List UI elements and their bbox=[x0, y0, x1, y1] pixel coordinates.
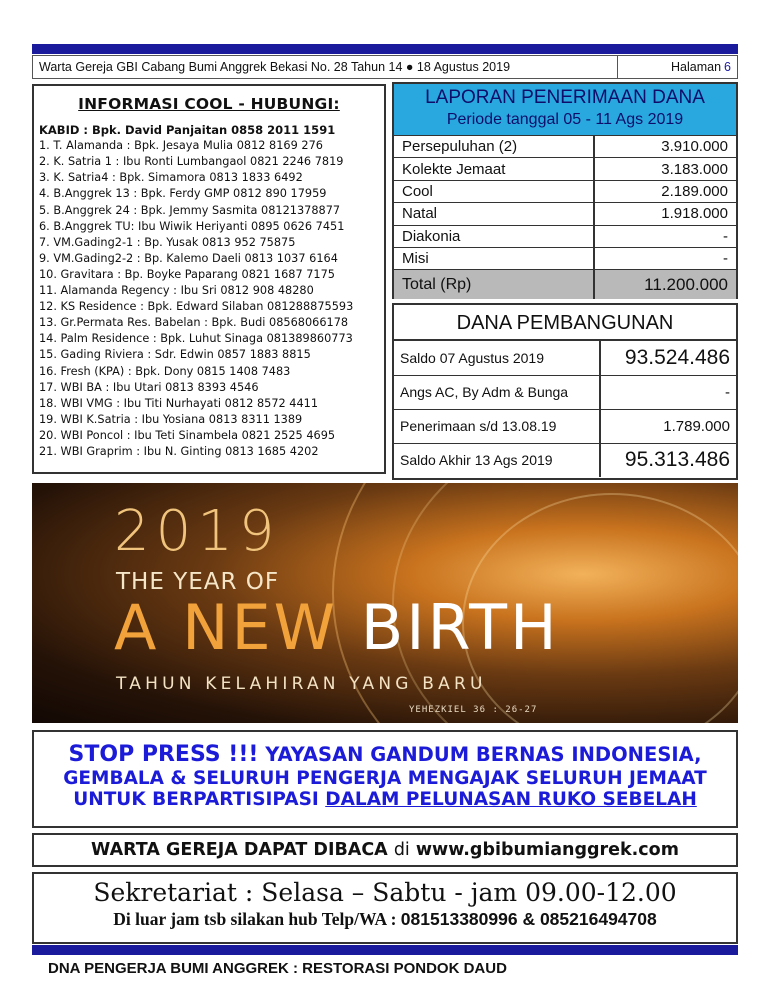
laporan-row bbox=[394, 203, 736, 225]
cool-kabid: KABID : Bpk. David Panjaitan 0858 2011 1591 bbox=[39, 123, 336, 138]
sekretariat-phone-numbers: 081513380996 & 085216494708 bbox=[400, 909, 657, 929]
dana-row bbox=[394, 375, 736, 409]
cool-list-item: 3. K. Satria4 : Bpk. Simamora 0813 1833 6492 bbox=[39, 171, 303, 185]
cool-list-item: 20. WBI Poncol : Ibu Teti Sinambela 0821 2525 4695 bbox=[39, 428, 336, 442]
stop-press-line3 bbox=[34, 789, 736, 810]
dana-rows bbox=[394, 341, 736, 477]
dana-row-label: Angs AC, By Adm & Bunga bbox=[394, 375, 600, 409]
sekretariat-contact-label: Di luar jam tsb silakan hub Telp/WA : bbox=[113, 909, 401, 929]
banner-headline-a: A NEW bbox=[114, 591, 338, 664]
stop-press-text3b: DALAM PELUNASAN RUKO SEBELAH bbox=[325, 789, 697, 810]
laporan-title: LAPORAN PENERIMAAN DANA bbox=[425, 87, 705, 108]
stop-press-text1: YAYASAN GANDUM BERNAS INDONESIA, bbox=[258, 743, 702, 766]
laporan-row bbox=[394, 225, 736, 247]
laporan-row-value: - bbox=[594, 225, 736, 247]
cool-list-item: 4. B.Anggrek 13 : Bpk. Ferdy GMP 0812 890 17959 bbox=[39, 187, 327, 201]
laporan-row-label: Cool bbox=[394, 180, 594, 202]
laporan-row bbox=[394, 158, 736, 180]
new-birth-banner bbox=[32, 483, 738, 723]
dana-row-value: - bbox=[600, 375, 736, 409]
dana-row-label: Penerimaan s/d 13.08.19 bbox=[394, 409, 600, 443]
page-label: Halaman bbox=[671, 60, 722, 74]
laporan-row bbox=[394, 180, 736, 202]
cool-list-item: 6. B.Anggrek TU: Ibu Wiwik Heriyanti 0895 0626 7451 bbox=[39, 219, 345, 233]
laporan-rows bbox=[394, 135, 736, 299]
bottom-rule-bar bbox=[32, 945, 738, 955]
laporan-total-row bbox=[394, 270, 736, 299]
laporan-row-value: 1.918.000 bbox=[594, 203, 736, 225]
dana-row-label: Saldo 07 Agustus 2019 bbox=[400, 349, 545, 366]
laporan-header bbox=[394, 84, 736, 135]
cool-list-item: 1. T. Alamanda : Bpk. Jesaya Mulia 0812 8169 276 bbox=[39, 139, 323, 153]
cool-list-item: 9. VM.Gading2-2 : Bp. Kalemo Daeli 0813 1037 6164 bbox=[39, 251, 338, 265]
stop-press-line2: GEMBALA & SELURUH PENGERJA MENGAJAK SELURUH JEMAAT bbox=[63, 768, 707, 789]
laporan-row-value: 3.183.000 bbox=[594, 158, 736, 180]
laporan-penerimaan-table bbox=[392, 82, 738, 299]
cool-contact-box bbox=[32, 84, 386, 474]
footer-motto: DNA PENGERJA BUMI ANGGREK : RESTORASI PONDOK DAUD bbox=[48, 960, 507, 977]
banner-year: 2019 bbox=[114, 499, 281, 564]
warta-website-box bbox=[32, 833, 738, 867]
stop-press-text3a: UNTUK BERPARTISIPASI bbox=[73, 789, 326, 810]
sekretariat-contact bbox=[34, 909, 736, 930]
banner-headline bbox=[114, 591, 560, 664]
laporan-row-label: Misi bbox=[394, 247, 594, 269]
cool-list-item: 5. B.Anggrek 24 : Bpk. Jemmy Sasmita 08121378877 bbox=[39, 203, 341, 217]
laporan-row bbox=[394, 136, 736, 158]
laporan-row-label: Kolekte Jemaat bbox=[394, 158, 594, 180]
laporan-row-label: Persepuluhan (2) bbox=[394, 136, 594, 158]
cool-list-item: 18. WBI VMG : Ibu Titi Nurhayati 0812 8572 4411 bbox=[39, 396, 319, 410]
warta-di: di bbox=[393, 840, 410, 860]
laporan-row-label: Natal bbox=[394, 203, 594, 225]
cool-list-item: 14. Palm Residence : Bpk. Luhut Sinaga 081389860773 bbox=[39, 332, 353, 346]
laporan-row-value: 2.189.000 bbox=[594, 180, 736, 202]
dana-row bbox=[394, 443, 736, 477]
top-rule-bar bbox=[32, 44, 738, 54]
dana-row bbox=[394, 409, 736, 443]
header-info: Warta Gereja GBI Cabang Bumi Anggrek Bekasi No. 28 Tahun 14 ● 18 Agustus 2019 bbox=[39, 60, 511, 74]
stop-press-box bbox=[32, 730, 738, 828]
warta-url-link[interactable]: www.gbibumianggrek.com bbox=[409, 840, 679, 860]
sekretariat-box bbox=[32, 872, 738, 944]
banner-tagline: TAHUN KELAHIRAN YANG BARU bbox=[116, 674, 487, 694]
laporan-row-label: Diakonia bbox=[394, 225, 594, 247]
dana-row-label: Saldo Akhir 13 Ags 2019 bbox=[394, 443, 600, 477]
banner-headline-b: BIRTH bbox=[360, 591, 560, 664]
laporan-period: Periode tanggal 05 - 11 Ags 2019 bbox=[446, 111, 684, 128]
laporan-total-label: Total (Rp) bbox=[394, 270, 594, 299]
cool-list-item: 15. Gading Riviera : Sdr. Edwin 0857 1883 8815 bbox=[39, 348, 311, 362]
cool-list bbox=[39, 138, 379, 460]
page-indicator bbox=[617, 56, 737, 78]
page-number: 6 bbox=[724, 60, 731, 74]
cool-list-item: 11. Alamanda Regency : Ibu Sri 0812 908 48280 bbox=[39, 284, 314, 298]
dana-title: DANA PEMBANGUNAN bbox=[394, 305, 736, 341]
cool-title: INFORMASI COOL - HUBUNGI: bbox=[78, 95, 340, 113]
banner-subtitle: THE YEAR OF bbox=[116, 569, 280, 595]
cool-list-item: 21. WBI Graprim : Ibu N. Ginting 0813 1685 4202 bbox=[39, 444, 319, 458]
dana-row-value: 95.313.486 bbox=[600, 443, 736, 477]
dana-row-value: 93.524.486 bbox=[600, 341, 736, 375]
warta-text: WARTA GEREJA DAPAT DIBACA bbox=[91, 840, 394, 860]
cool-list-item: 7. VM.Gading2-1 : Bp. Yusak 0813 952 75875 bbox=[39, 235, 296, 249]
cool-list-item: 17. WBI BA : Ibu Utari 0813 8393 4546 bbox=[39, 380, 259, 394]
stop-press-line1 bbox=[34, 742, 736, 767]
cool-list-item: 12. KS Residence : Bpk. Edward Silaban 081288875593 bbox=[39, 300, 354, 314]
laporan-total-value: 11.200.000 bbox=[594, 270, 736, 299]
cool-list-item: 19. WBI K.Satria : Ibu Yosiana 0813 8311 1389 bbox=[39, 412, 303, 426]
dana-row-value: 1.789.000 bbox=[600, 409, 736, 443]
laporan-row-value: - bbox=[594, 247, 736, 269]
cool-list-item: 16. Fresh (KPA) : Bpk. Dony 0815 1408 7483 bbox=[39, 364, 291, 378]
cool-list-item: 10. Gravitara : Bp. Boyke Paparang 0821 1687 7175 bbox=[39, 267, 335, 281]
newsletter-header bbox=[32, 55, 738, 79]
cool-list-item: 13. Gr.Permata Res. Babelan : Bpk. Budi 08568066178 bbox=[39, 316, 349, 330]
cool-list-item: 2. K. Satria 1 : Ibu Ronti Lumbangaol 0821 2246 7819 bbox=[39, 155, 344, 169]
dana-pembangunan-table bbox=[392, 303, 738, 480]
dana-row bbox=[394, 341, 736, 375]
sekretariat-hours: Sekretariat : Selasa – Sabtu - jam 09.00-12.00 bbox=[93, 878, 677, 907]
laporan-row-value: 3.910.000 bbox=[594, 136, 736, 158]
banner-verse: YEHEZKIEL 36 : 26-27 bbox=[409, 705, 538, 715]
stop-press-prefix: STOP PRESS !!! bbox=[68, 742, 259, 767]
laporan-row bbox=[394, 247, 736, 269]
